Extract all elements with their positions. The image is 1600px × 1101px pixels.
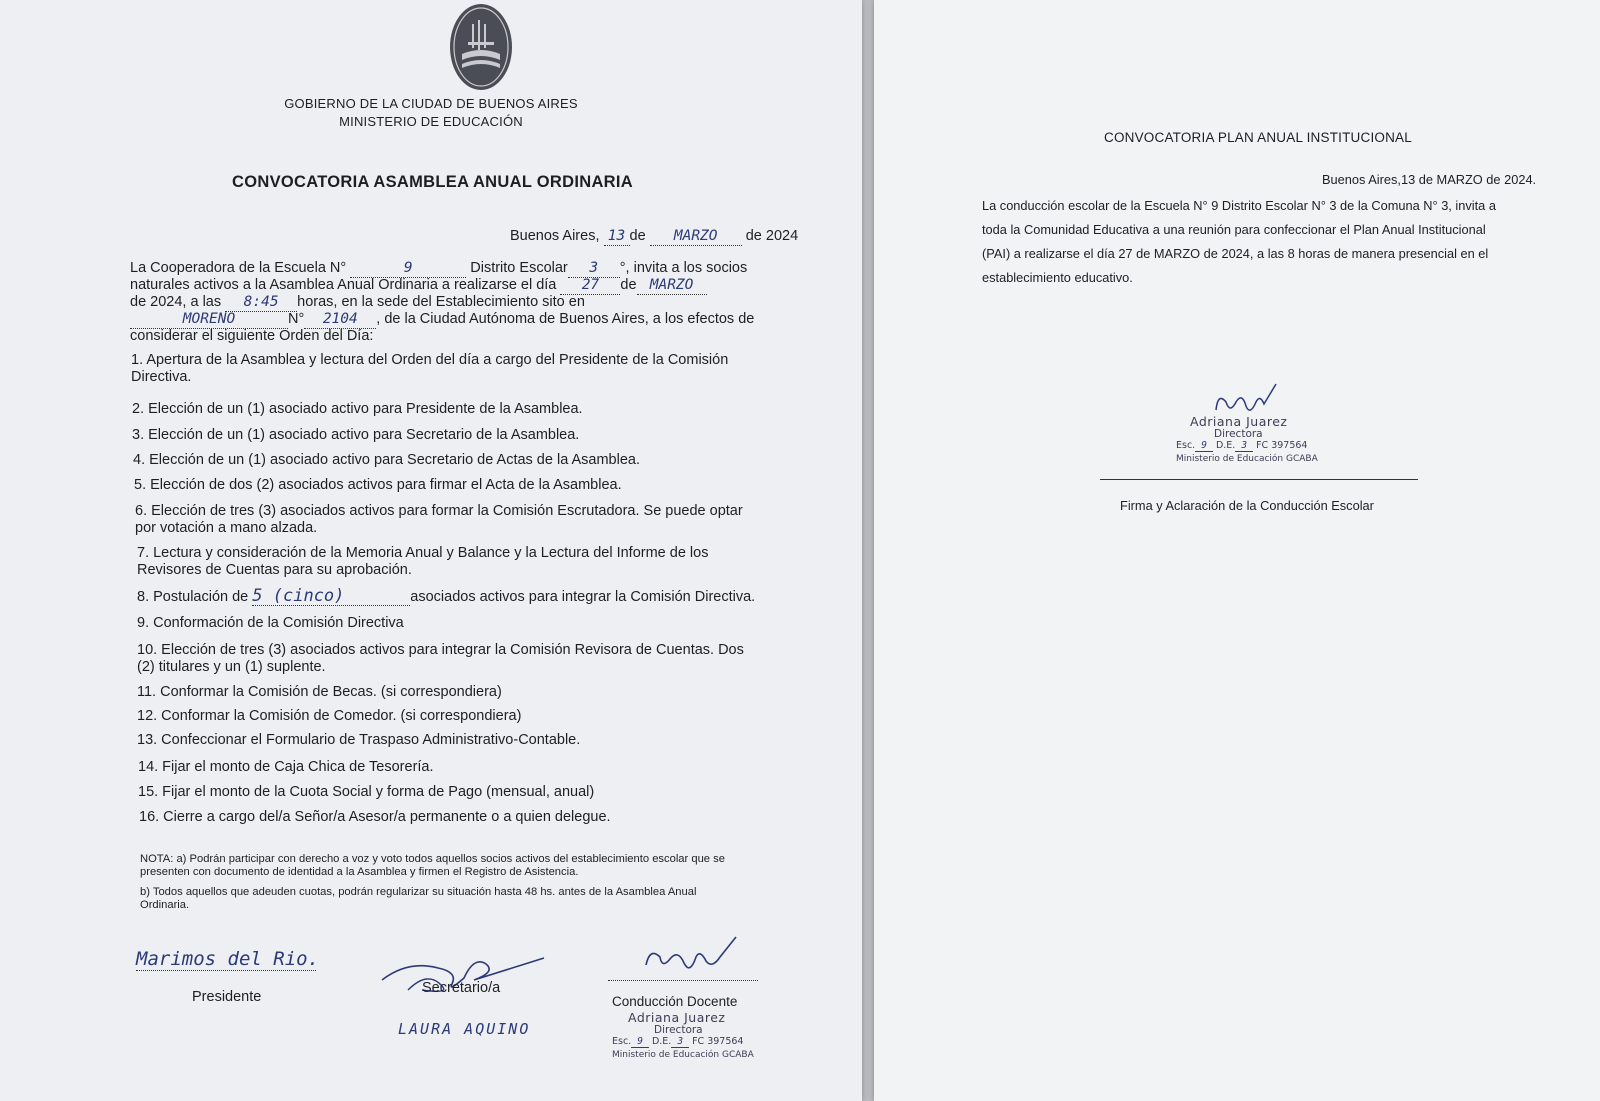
right-document-sheet	[874, 0, 1600, 1101]
date-de: de	[629, 228, 646, 244]
agenda-item: 6. Elección de tres (3) asociados activos para formar la Comisión Escrutadora. Se puede optar	[135, 503, 743, 519]
nota-a-line-2: presenten con documento de identidad a la Asamblea y firmen el Registro de Asistencia.	[140, 866, 579, 878]
distrito-number-handwritten: 3	[568, 260, 620, 278]
right-stamp-esc-line	[1176, 440, 1307, 451]
agenda-item: por votación a mano alzada.	[135, 520, 318, 536]
date-day-handwritten: 13	[604, 228, 630, 246]
stamp-esc-line	[612, 1036, 743, 1047]
agenda-item: 14. Fijar el monto de Caja Chica de Tesorería.	[138, 759, 434, 775]
paragraph-text: °, invita a los socios	[619, 260, 748, 276]
stamp-esc-number: 9	[1195, 440, 1213, 452]
agenda-item: 10. Elección de tres (3) asociados activos para integrar la Comisión Revisora de Cuentas. Dos	[137, 642, 744, 658]
paragraph-text: La Cooperadora de la Escuela N°	[130, 260, 347, 276]
agenda-item: 13. Confeccionar el Formulario de Traspaso Administrativo-Contable.	[137, 732, 581, 748]
right-stamp-ministerio: Ministerio de Educación GCABA	[1176, 454, 1318, 464]
date-prefix: Buenos Aires,	[510, 228, 600, 244]
agenda-item: 3. Elección de un (1) asociado activo para Secretario de la Asamblea.	[132, 427, 580, 443]
stamp-esc-label: Esc.	[612, 1036, 632, 1047]
right-stamp-name: Adriana Juarez	[1190, 414, 1288, 429]
secretario-label: Secretario/a	[422, 980, 501, 996]
day-handwritten: 27	[560, 277, 620, 295]
right-signature-line	[1100, 479, 1418, 480]
agenda-item: 11. Conformar la Comisión de Becas. (si correspondiera)	[137, 684, 502, 700]
month-handwritten: MARZO	[637, 277, 707, 295]
right-document-title: CONVOCATORIA PLAN ANUAL INSTITUCIONAL	[1104, 130, 1412, 145]
presidente-signature-handwritten: Marimos del Rio.	[136, 948, 320, 970]
stamp-de-number: 3	[1235, 440, 1253, 452]
conduccion-label: Conducción Docente	[612, 994, 738, 1009]
paragraph-line-3	[130, 294, 585, 312]
paragraph-line-4	[130, 311, 754, 329]
paragraph-text: naturales activos a la Asamblea Anual Ordinaria a realizarse el día	[130, 277, 557, 293]
agenda-item: 9. Conformación de la Comisión Directiva	[137, 615, 404, 631]
stamp-esc-label: Esc.	[1176, 440, 1196, 451]
stamp-name: Adriana Juarez	[628, 1010, 726, 1025]
date-suffix: de 2024	[745, 228, 799, 244]
stamp-fc: FC 397564	[692, 1036, 744, 1047]
agenda-item: Revisores de Cuentas para su aprobación.	[137, 562, 412, 578]
agenda-item: 5. Elección de dos (2) asociados activos para firmar el Acta de la Asamblea.	[134, 477, 622, 493]
date-month-handwritten: MARZO	[650, 228, 742, 246]
date-line	[510, 228, 798, 246]
agenda-item: 16. Cierre a cargo del/a Señor/a Asesor/a permanente o a quien delegue.	[139, 809, 611, 825]
paragraph-text: , de la Ciudad Autónoma de Buenos Aires, a los efectos de	[376, 311, 755, 327]
ministry-heading: MINISTERIO DE EDUCACIÓN	[339, 114, 523, 129]
right-paragraph-line-4: establecimiento educativo.	[982, 270, 1133, 285]
paragraph-text: de 2024, a las	[130, 294, 222, 310]
right-paragraph-line-1: La conducción escolar de la Escuela N° 9 Distrito Escolar N° 3 de la Comuna N° 3, invita a	[982, 198, 1496, 213]
escuela-number-handwritten: 9	[350, 260, 466, 278]
document-title: CONVOCATORIA ASAMBLEA ANUAL ORDINARIA	[232, 173, 633, 191]
government-heading: GOBIERNO DE LA CIUDAD DE BUENOS AIRES	[284, 96, 578, 111]
paragraph-text: de	[620, 277, 637, 293]
street-handwritten: MORENO	[130, 311, 288, 329]
paragraph-line-1	[130, 260, 747, 278]
agenda-item: 4. Elección de un (1) asociado activo para Secretario de Actas de la Asamblea.	[133, 452, 640, 468]
agenda-item: 1. Apertura de la Asamblea y lectura del Orden del día a cargo del Presidente de la Comisión	[131, 352, 729, 368]
right-paragraph-line-3: (PAI) a realizarse el día 27 de MARZO de 2024, a las 8 horas de manera presencial en el	[982, 246, 1489, 261]
agenda-item-text: asociados activos para integrar la Comisión Directiva.	[410, 589, 756, 605]
agenda-item: (2) titulares y un (1) suplente.	[137, 659, 326, 675]
agenda-item: Directiva.	[131, 369, 192, 385]
nota-b-line-1: b) Todos aquellos que adeuden cuotas, podrán regularizar su situación hasta 48 hs. antes de la Asamblea Anual	[140, 886, 697, 898]
stamp-de-label: D.E.	[651, 1036, 672, 1047]
stamp-de-label: D.E.	[1215, 440, 1236, 451]
stamp-role: Directora	[654, 1024, 703, 1036]
buenos-aires-seal-icon	[448, 2, 514, 92]
stamp-ministerio: Ministerio de Educación GCABA	[612, 1050, 754, 1060]
agenda-item: 7. Lectura y consideración de la Memoria Anual y Balance y la Lectura del Informe de los	[137, 545, 709, 561]
right-date: Buenos Aires,13 de MARZO de 2024.	[1322, 172, 1537, 187]
agenda-item: 2. Elección de un (1) asociado activo para Presidente de la Asamblea.	[132, 401, 583, 417]
right-paragraph-line-2: toda la Comunidad Educativa a una reunión para confeccionar el Plan Anual Institucional	[982, 222, 1486, 237]
paragraph-line-5: considerar el siguiente Orden del Día:	[130, 328, 374, 344]
right-stamp-role: Directora	[1214, 428, 1263, 440]
conduccion-signature-scribble	[640, 935, 750, 983]
presidente-label: Presidente	[192, 989, 262, 1005]
paragraph-line-2	[130, 277, 707, 295]
paragraph-text: N°	[288, 311, 305, 327]
street-number-handwritten: 2104	[304, 311, 376, 329]
nota-b-line-2: Ordinaria.	[140, 899, 190, 911]
stamp-esc-number: 9	[631, 1036, 649, 1048]
hour-handwritten: 8:45	[225, 294, 297, 312]
postulacion-handwritten: 5 (cinco)	[252, 588, 410, 606]
agenda-item-postulacion	[137, 588, 755, 606]
stamp-de-number: 3	[671, 1036, 689, 1048]
agenda-item-text: 8. Postulación de	[137, 589, 249, 605]
agenda-item: 12. Conformar la Comisión de Comedor. (si correspondiera)	[137, 708, 522, 724]
firma-label: Firma y Aclaración de la Conducción Escolar	[1120, 498, 1374, 513]
conduccion-signature-line	[608, 980, 758, 981]
secretario-name-handwritten: LAURA AQUINO	[398, 1020, 531, 1038]
agenda-item: 15. Fijar el monto de la Cuota Social y forma de Pago (mensual, anual)	[138, 784, 595, 800]
stamp-fc: FC 397564	[1256, 440, 1308, 451]
paragraph-text: Distrito Escolar	[470, 260, 568, 276]
nota-a-line-1: NOTA: a) Podrán participar con derecho a voz y voto todos aquellos socios activos del establecimiento escolar que se	[140, 853, 725, 865]
paragraph-text: horas, en la sede del Establecimiento sito en	[297, 294, 585, 310]
